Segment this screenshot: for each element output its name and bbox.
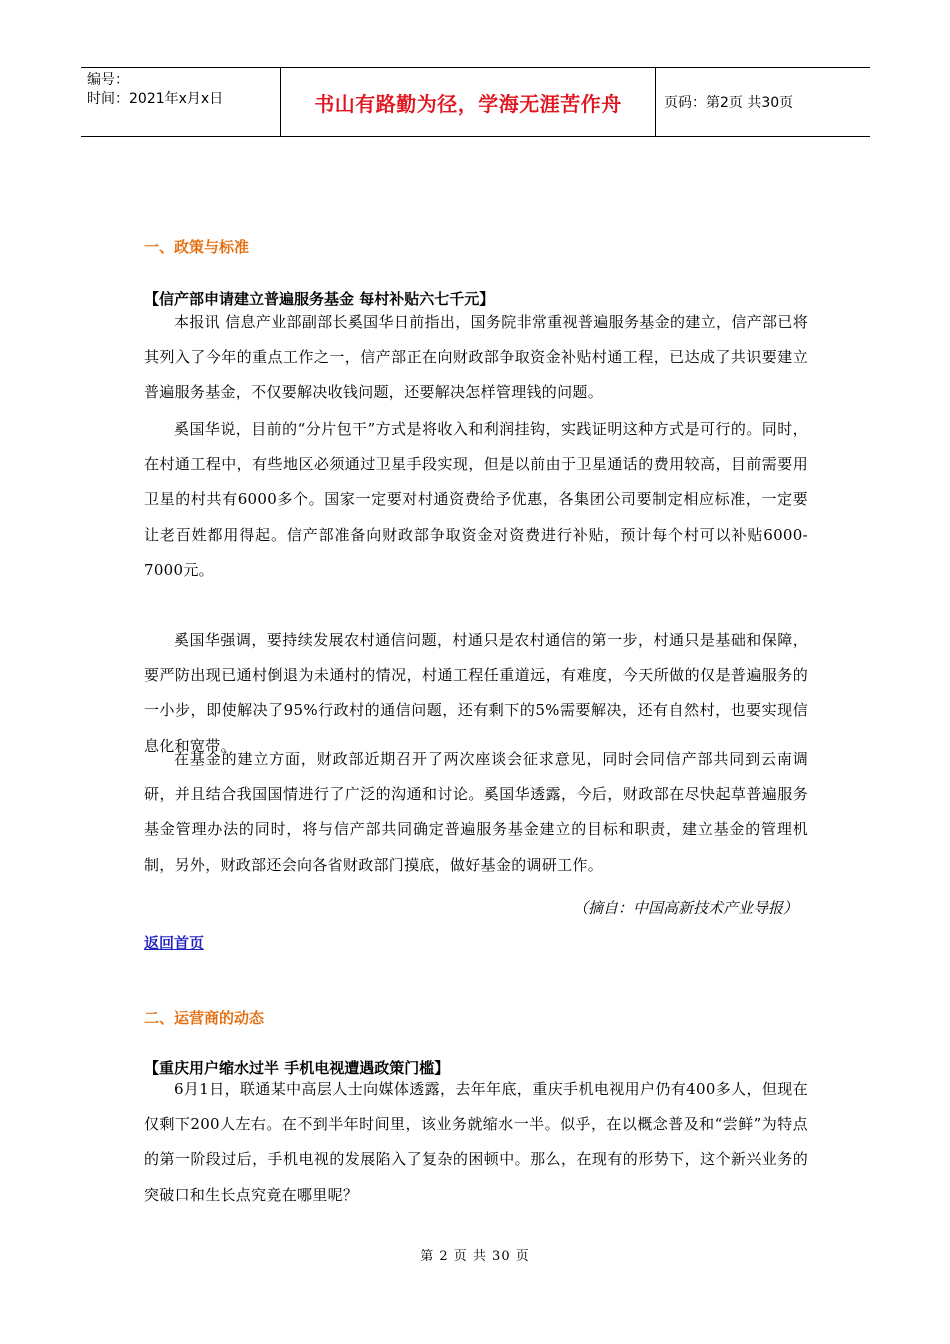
paragraph-4: 在基金的建立方面，财政部近期召开了两次座谈会征求意见，同时会同信产部共同到云南调研，并且结合我国国情进行了广泛的沟通和讨论。奚国华透露，今后，财政部在尽快起草普遍服务基金管理办法的同时，将与信产部共同确定普遍服务基金建立的目标和职责，建立基金的管理机制，另外，财政部还会向各省财政部门摸底，做好基金的调研工作。 bbox=[144, 750, 808, 874]
paragraph-5: 6月1日，联通某中高层人士向媒体透露，去年年底，重庆手机电视用户仍有400多人，但现在仅剩下200人左右。在不到半年时间里，该业务就缩水一半。似乎，在以概念普及和“尝鲜”为特点的第一阶段过后，手机电视的发展陷入了复杂的困顿中。那么，在现有的形势下，这个新兴业务的突破口和生长点究竟在哪里呢？ bbox=[144, 1080, 808, 1204]
article-title-2: 【重庆用户缩水过半 手机电视遭遇政策门槛】 bbox=[144, 1059, 450, 1077]
section-title-operators: 二、运营商的动态 bbox=[144, 1009, 265, 1027]
header-time: 时间：2021年x月x日 bbox=[87, 91, 224, 107]
header-meta-cell bbox=[81, 68, 281, 136]
article-source: （摘自：中国高新技术产业导报） bbox=[572, 899, 798, 917]
document-header bbox=[81, 67, 870, 137]
back-home-link[interactable]: 返回首页 bbox=[144, 934, 205, 952]
article-title-1: 【信产部申请建立普遍服务基金 每村补贴六七千元】 bbox=[144, 290, 495, 308]
page-footer: 第 2 页 共 30 页 bbox=[420, 1249, 530, 1264]
paragraph-1: 本报讯 信息产业部副部长奚国华日前指出，国务院非常重视普遍服务基金的建立，信产部已将其列入了今年的重点工作之一，信产部正在向财政部争取资金补贴村通工程，已达成了共识要建立普遍服务基金，不仅要解决收钱问题，还要解决怎样管理钱的问题。 bbox=[144, 313, 808, 402]
paragraph-2: 奚国华说，目前的“分片包干”方式是将收入和利润挂钩，实践证明这种方式是可行的。同时，在村通工程中，有些地区必须通过卫星手段实现，但是以前由于卫星通话的费用较高，目前需要用卫星的村共有6000多个。国家一定要对村通资费给予优惠，各集团公司要制定相应标准，一定要让老百姓都用得起。信产部准备向财政部争取资金对资费进行补贴，预计每个村可以补贴6000-7000元。 bbox=[144, 420, 808, 579]
header-page-info: 页码：第2页 共30页 bbox=[664, 95, 794, 111]
paragraph-3: 奚国华强调，要持续发展农村通信问题，村通只是农村通信的第一步，村通只是基础和保障，要严防出现已通村倒退为未通村的情况，村通工程任重道远，有难度，今天所做的仅是普遍服务的一小步，即使解决了95%行政村的通信问题，还有剩下的5%需要解决，还有自然村，也要实现信息化和宽带。 bbox=[144, 631, 808, 755]
header-motto: 书山有路勤为径，学海无涯苦作舟 bbox=[281, 68, 656, 136]
section-title-policy: 一、政策与标准 bbox=[144, 238, 250, 256]
header-number: 编号： bbox=[87, 72, 129, 88]
